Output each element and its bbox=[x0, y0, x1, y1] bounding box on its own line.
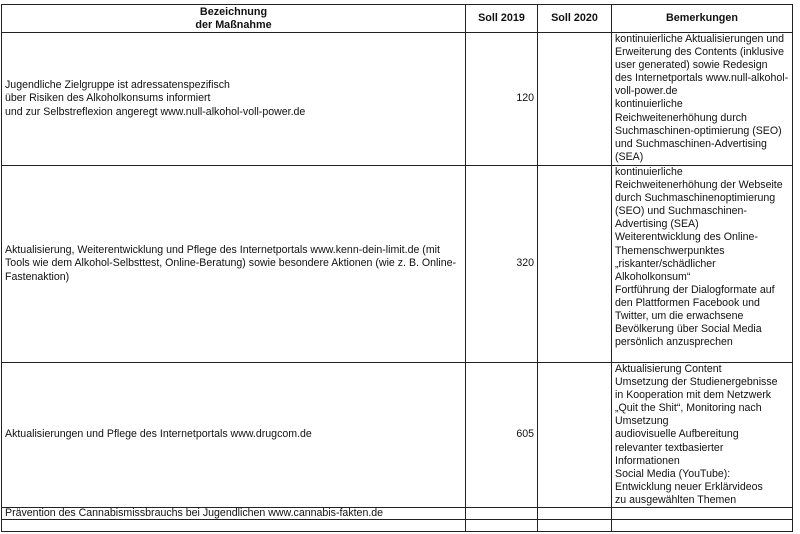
header-description-line: der Maßnahme bbox=[195, 18, 272, 31]
remark-line: den Plattformen Facebook und bbox=[615, 296, 760, 309]
row-remarks bbox=[612, 363, 793, 508]
remark-line: Alkoholkonsum“ bbox=[615, 270, 691, 283]
remark-line: Reichweitenerhöhung der Webseite bbox=[615, 179, 783, 192]
description-line: Jugendliche Zielgruppe ist adressatenspezifisch bbox=[5, 79, 230, 92]
description-line: Fastenaktion) bbox=[5, 270, 70, 283]
remark-line: voll-power.de bbox=[615, 85, 678, 98]
remark-line: (SEO) und Suchmaschinen- bbox=[615, 205, 747, 218]
remark-line: Umsetzung bbox=[615, 415, 669, 428]
remark-line: Twitter, um die erwachsene bbox=[615, 310, 744, 323]
remark-line: Themenschwerpunktes bbox=[615, 244, 725, 257]
remark-line: zu ausgewählten Themen bbox=[615, 493, 737, 506]
remark-line: audiovisuelle Aufbereitung bbox=[615, 428, 739, 441]
header-soll-2019: Soll 2019 bbox=[466, 5, 538, 33]
empty-cell bbox=[2, 520, 466, 532]
row-soll-2020 bbox=[538, 363, 612, 508]
remark-line: durch Suchmaschinenoptimierung bbox=[615, 192, 776, 205]
remark-line: Social Media (YouTube): bbox=[615, 467, 731, 480]
remark-line: Weiterentwicklung des Online- bbox=[615, 231, 758, 244]
description-line: Tools wie dem Alkohol-Selbsttest, Online-Beratung) sowie besondere Aktionen (wie z. B. Online- bbox=[5, 257, 457, 270]
description-line: Prävention des Cannabismissbrauchs bei Jugendlichen www.cannabis-fakten.de bbox=[5, 507, 384, 520]
empty-cell bbox=[538, 520, 612, 532]
remark-line: des Internetportals www.null-alkohol- bbox=[615, 72, 789, 85]
remark-line: kontinuierliche Aktualisierungen und bbox=[615, 33, 785, 45]
header-soll-2020: Soll 2020 bbox=[538, 5, 612, 33]
remark-line: kontinuierliche bbox=[615, 166, 683, 178]
remark-line: Erweiterung des Contents (inklusive bbox=[615, 46, 784, 59]
row-soll-2020 bbox=[538, 33, 612, 166]
empty-cell bbox=[612, 520, 793, 532]
remark-line: Umsetzung der Studienergebnisse bbox=[615, 376, 778, 389]
row-description bbox=[2, 508, 466, 520]
remark-line: Fortführung der Dialogformate auf bbox=[615, 283, 775, 296]
header-description-line: Bezeichnung bbox=[199, 5, 268, 18]
header-row bbox=[2, 5, 793, 33]
row-remarks bbox=[612, 33, 793, 166]
remark-line: Reichweitenerhöhung durch bbox=[615, 111, 747, 124]
description-line: und zur Selbstreflexion angeregt www.null-alkohol-voll-power.de bbox=[5, 105, 306, 118]
row-soll-2019: 605 bbox=[466, 363, 538, 508]
remark-line: persönlich anzusprechen bbox=[615, 336, 733, 349]
remark-line: kontinuierliche bbox=[615, 98, 683, 111]
row-description bbox=[2, 33, 466, 166]
row-remarks bbox=[612, 166, 793, 363]
row-soll-2019 bbox=[466, 508, 538, 520]
remark-line: Suchmaschinen-optimierung (SEO) bbox=[615, 124, 782, 137]
table-row bbox=[2, 363, 793, 508]
remark-line: und Suchmaschinen-Advertising bbox=[615, 137, 767, 150]
row-soll-2020 bbox=[538, 508, 612, 520]
table-row bbox=[2, 166, 793, 363]
remark-line: Entwicklung neuer Erklärvideos bbox=[615, 480, 763, 493]
table-row bbox=[2, 33, 793, 166]
description-line: Aktualisierung, Weiterentwicklung und Pflege des Internetportals www.kenn-dein-limit.de (mit bbox=[5, 244, 440, 257]
empty-cell bbox=[466, 520, 538, 532]
row-soll-2019: 120 bbox=[466, 33, 538, 166]
remark-line: relevanter textbasierter bbox=[615, 441, 724, 454]
header-remarks: Bemerkungen bbox=[612, 5, 793, 33]
remark-line: user generated) sowie Redesign bbox=[615, 59, 768, 72]
remark-line: Informationen bbox=[615, 454, 680, 467]
row-description bbox=[2, 166, 466, 363]
remark-line: „riskanter/schädlicher bbox=[615, 257, 716, 270]
header-description bbox=[2, 5, 466, 33]
remark-line: in Kooperation mit dem Netzwerk bbox=[615, 389, 772, 402]
description-line: Aktualisierungen und Pflege des Internetportals www.drugcom.de bbox=[5, 428, 312, 441]
description-line: über Risiken des Alkoholkonsums informiert bbox=[5, 92, 211, 105]
remark-line: (SEA) bbox=[615, 150, 644, 163]
remark-line: Aktualisierung Content bbox=[615, 363, 722, 375]
measures-table bbox=[1, 4, 793, 532]
remark-line: Advertising (SEA) bbox=[615, 218, 699, 231]
row-soll-2020 bbox=[538, 166, 612, 363]
remark-line: „Quit the Shit“, Monitoring nach bbox=[615, 402, 762, 415]
table-row bbox=[2, 520, 793, 532]
row-description bbox=[2, 363, 466, 508]
row-soll-2019: 320 bbox=[466, 166, 538, 363]
row-remarks bbox=[612, 508, 793, 520]
table-row bbox=[2, 508, 793, 520]
remark-line: Bevölkerung über Social Media bbox=[615, 323, 762, 336]
